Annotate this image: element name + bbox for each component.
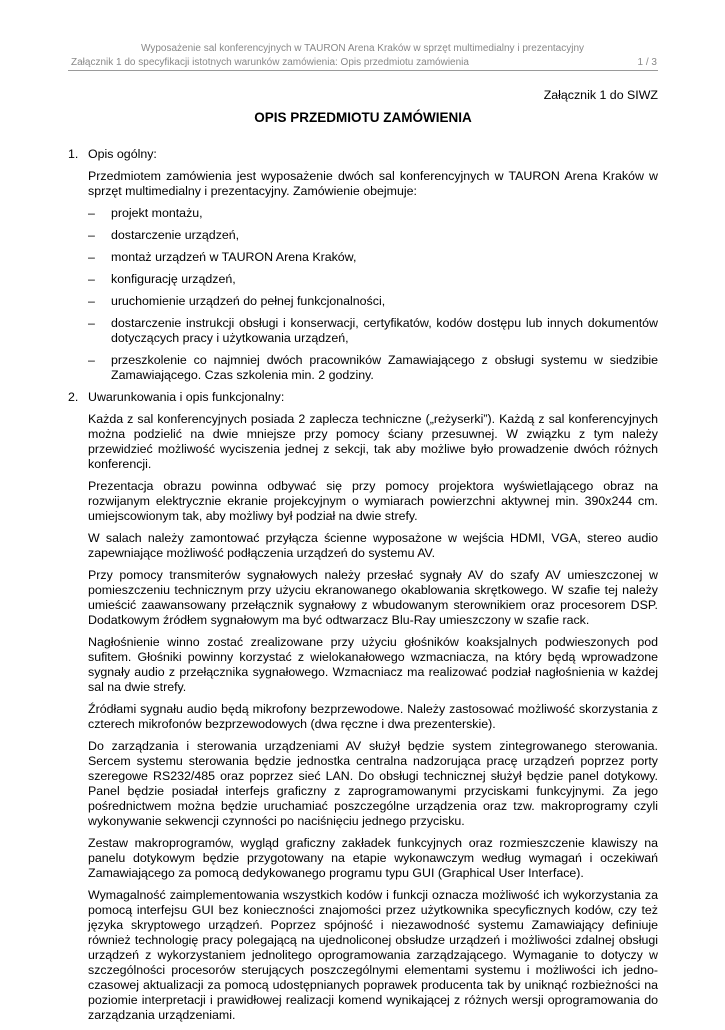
dash-bullet: –	[88, 316, 95, 330]
list-item	[88, 294, 658, 309]
section-heading-text: Opis ogólny:	[88, 147, 157, 161]
list-item-text: projekt montażu,	[111, 206, 203, 220]
document-body	[68, 88, 658, 1030]
list-item	[88, 272, 658, 287]
scope-list	[88, 206, 658, 383]
paragraph: Każda z sal konferencyjnych posiada 2 zaplecza techniczne („reżyserki”). Każdą z sal konferencyjnych można podzielić na dwie mniejsze przy pomocy ściany przesuwnej. W związku z tym należy przewidzieć możliwość wyciszenia jednej z sekcji, tak aby możliwe było prowadzenie dwóch różnych konferencji.	[88, 412, 658, 471]
header-divider	[68, 70, 658, 71]
dash-bullet: –	[88, 353, 95, 367]
dash-bullet: –	[88, 294, 95, 308]
page-number: 1 / 3	[637, 57, 657, 68]
paragraph: Zestaw makroprogramów, wygląd graficzny zakładek funkcyjnych oraz rozmieszczenie klawiszy na panelu dotykowym będzie przygotowany na etapie wykonawczym według wymagań i oczekiwań Zamawiającego za pomocą dedykowanego programu typu GUI (Graphical User Interface).	[88, 836, 658, 880]
running-header-subtitle: Załącznik 1 do specyfikacji istotnych warunków zamówienia: Opis przedmiotu zamówienia	[71, 57, 469, 68]
list-item-text: uruchomienie urządzeń do pełnej funkcjonalności,	[111, 294, 386, 308]
running-header-title: Wyposażenie sal konferencyjnych w TAURON Arena Kraków w sprzęt multimedialny i prezentacyjny	[140, 43, 585, 54]
list-item	[88, 353, 658, 383]
list-item-text: przeszkolenie co najmniej dwóch pracowników Zamawiającego z obsługi systemu w siedzibie Zamawiającego. Czas szkolenia min. 2 godziny.	[111, 353, 658, 382]
section-number: 2.	[68, 390, 79, 404]
paragraph: Prezentacja obrazu powinna odbywać się przy pomocy projektora wyświetlającego obraz na rozwijanym elektrycznie ekranie projekcyjnym o wymiarach powierzchni aktywnej min. 390x244 cm. umiejscowionym tak, aby możliwy był podział na dwie strefy.	[88, 479, 658, 523]
list-item	[88, 316, 658, 346]
list-item	[88, 250, 658, 265]
paragraph: Nagłośnienie winno zostać zrealizowane przy użyciu głośników koaksjalnych podwieszonych pod sufitem. Głośniki powinny korzystać z wielokanałowego wzmacniacza, na który będą wprowadzone sygnały audio z przełącznika sygnałowego. Wzmacniacz ma realizować podział nagłośnienia w każdej sal na dwie strefy.	[88, 635, 658, 694]
document-title: OPIS PRZEDMIOTU ZAMÓWIENIA	[254, 110, 472, 125]
dash-bullet: –	[88, 206, 95, 220]
list-item-text: dostarczenie instrukcji obsługi i konserwacji, certyfikatów, kodów dostępu lub innych dokumentów dotyczących pracy i użytkowania urządzeń,	[111, 316, 658, 345]
paragraph: Do zarządzania i sterowania urządzeniami AV służył będzie system zintegrowanego sterowania. Sercem systemu sterowania będzie jednostka centralna nadzorująca pracę urządzeń poprzez porty szeregowe RS232/485 oraz poprzez sieć LAN. Do obsługi technicznej służył będzie panel dotykowy. Panel będzie posiadał interfejs graficzny z zaprogramowanymi przyciskami funkcyjnymi. Za jego pośrednictwem można będzie uruchamiać poszczególne urządzenia oraz tzw. makroprogramy czyli wykonywanie sekwencji czynności po naciśnięciu jednego przycisku.	[88, 739, 658, 828]
dash-bullet: –	[88, 250, 95, 264]
paragraph: Przedmiotem zamówienia jest wyposażenie dwóch sal konferencyjnych w TAURON Arena Kraków w sprzęt multimedialny i prezentacyjny. Zamówienie obejmuje:	[88, 169, 658, 198]
annex-label: Załącznik 1 do SIWZ	[543, 88, 658, 102]
paragraph: Przy pomocy transmiterów sygnałowych należy przesłać sygnały AV do szafy AV umieszczonej w pomieszczeniu technicznym przy użyciu ekranowanego okablowania skrętkowego. W szafie tej należy umieścić zaawansowany przełącznik sygnałowy z wbudowanym sterownikiem oraz procesorem DSP. Dodatkowym źródłem sygnałowym ma być odtwarzacz Blu-Ray umieszczony w szafie rack.	[88, 568, 658, 627]
list-item-text: dostarczenie urządzeń,	[111, 228, 240, 242]
paragraph: Wymagalność zaimplementowania wszystkich kodów i funkcji oznacza możliwość ich wykorzystania za pomocą interfejsu GUI bez konieczności znajomości przez użytkownika specyficznych kodów, czy też języka skryptowego urządzeń. Poprzez spójność i niezawodność systemu Zamawiający definiuje również technologię pracy polegającą na ujednoliconej obsłudze urządzeń i możliwości zdalnej obsługi urządzeń z wykorzystaniem jednolitego oprogramowania zarządzającego. Wymaganie to dotyczy w szczególności procesorów sterujących poszczególnymi elementami systemu i możliwości ich jedno-czasowej aktualizacji za pomocą udostępnianych poprawek producenta tak by uniknąć rozbieżności na poziomie interpretacji i prawidłowej realizacji komend wynikającej z różnych wersji oprogramowania do zarządzania urządzeniami.	[88, 888, 658, 1022]
dash-bullet: –	[88, 228, 95, 242]
paragraph: Źródłami sygnału audio będą mikrofony bezprzewodowe. Należy zastosować możliwość skorzystania z czterech mikrofonów bezprzewodowych (dwa ręczne i dwa prezenterskie).	[88, 702, 658, 731]
list-item	[88, 206, 658, 221]
list-item-text: konfigurację urządzeń,	[111, 272, 236, 286]
section-number: 1.	[68, 147, 79, 161]
dash-bullet: –	[88, 272, 95, 286]
paragraph: W salach należy zamontować przyłącza ścienne wyposażone w wejścia HDMI, VGA, stereo audio zapewniające możliwość podłączenia urządzeń do systemu AV.	[88, 531, 658, 560]
list-item	[88, 228, 658, 243]
section-heading-functional	[68, 390, 658, 405]
section-heading-text: Uwarunkowania i opis funkcjonalny:	[88, 390, 285, 404]
list-item-text: montaż urządzeń w TAURON Arena Kraków,	[111, 250, 357, 264]
section-heading-general	[68, 147, 658, 162]
